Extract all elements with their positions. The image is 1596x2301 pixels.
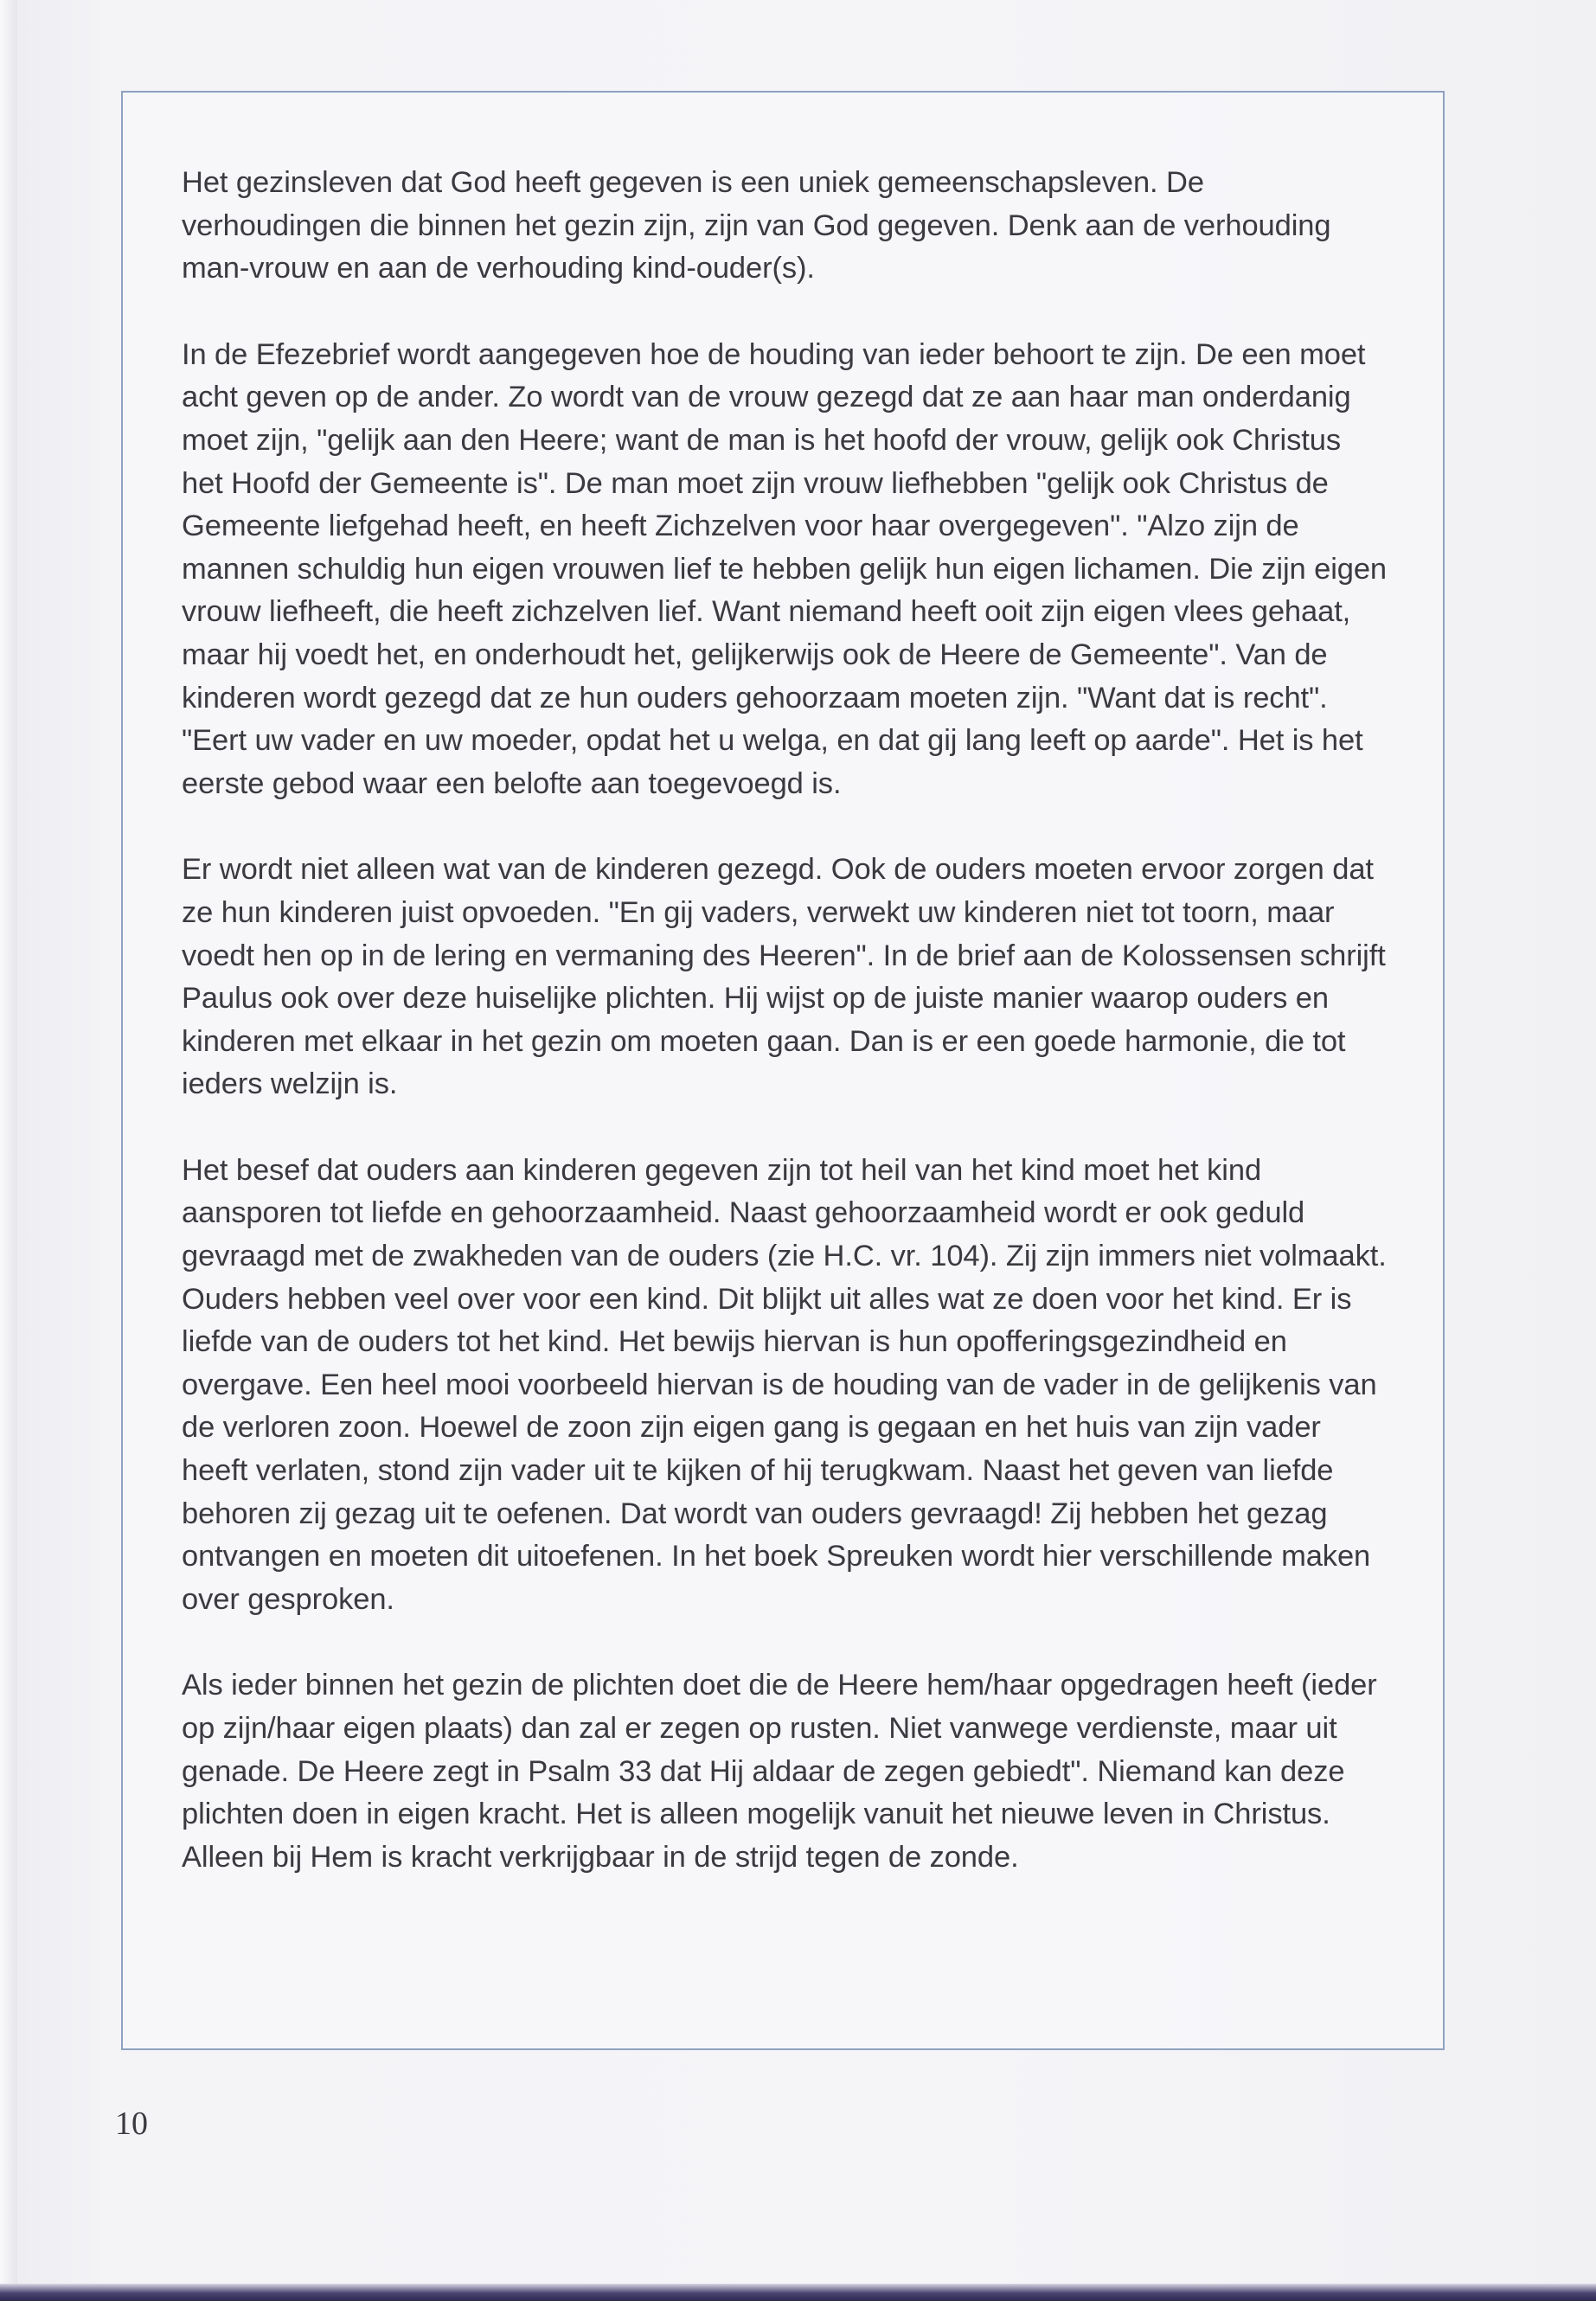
book-page <box>17 0 1596 2301</box>
page-number: 10 <box>115 2106 148 2142</box>
paragraph-5: Als ieder binnen het gezin de plichten doet die de Heere hem/haar opgedragen heeft (ieder op zijn/haar eigen plaats) dan zal er zegen op rusten. Niet vanwege verdienste, maar uit genade. De Heere zegt in Psalm 33 dat Hij aldaar de zegen gebiedt". Niemand kan deze plichten doen in eigen kracht. Het is alleen mogelijk vanuit het nieuwe leven in Christus. Alleen bij Hem is kracht verkrijgbaar in de strijd tegen de zonde. <box>182 1669 1377 1874</box>
text-frame <box>121 91 1445 2050</box>
paragraph-1: Het gezinsleven dat God heeft gegeven is een uniek gemeenschapsleven. De verhoudingen die binnen het gezin zijn, zijn van God gegeven. Denk aan de verhouding man-vrouw en aan de verhouding kind-ouder(s). <box>182 166 1331 285</box>
paragraph-3: Er wordt niet alleen wat van de kinderen gezegd. Ook de ouders moeten ervoor zorgen dat ze hun kinderen juist opvoeden. "En gij vaders, verwekt uw kinderen niet tot toorn, maar voedt hen op in de lering en vermaning des Heeren". In de brief aan de Kolossensen schrijft Paulus ook over deze huiselijke plichten. Hij wijst op de juiste manier waarop ouders en kinderen met elkaar in het gezin om moeten gaan. Dan is er een goede harmonie, die tot ieders welzijn is. <box>182 853 1386 1101</box>
book-cover-edge <box>0 2284 1596 2301</box>
paragraph-2: In de Efezebrief wordt aangegeven hoe de houding van ieder behoort te zijn. De een moet acht geven op de ander. Zo wordt van de vrouw gezegd dat ze aan haar man onderdanig moet zijn, "gelijk aan den Heere; want de man is het hoofd der vrouw, gelijk ook Christus het Hoofd der Gemeente is". De man moet zijn vrouw liefhebben "gelijk ook Christus de Gemeente liefgehad heeft, en heeft Zichzelven voor haar overgegeven". "Alzo zijn de mannen schuldig hun eigen vrouwen lief te hebben gelijk hun eigen lichamen. Die zijn eigen vrouw liefheeft, die heeft zichzelven lief. Want niemand heeft ooit zijn eigen vlees gehaat, maar hij voedt het, en onderhoudt het, gelijkerwijs ook de Heere de Gemeente". Van de kinderen wordt gezegd dat ze hun ouders gehoorzaam moeten zijn. "Want dat is recht". "Eert uw vader en uw moeder, opdat het u welga, en dat gij lang leeft op aarde". Het is het eerste gebod waar een belofte aan toegevoegd is. <box>182 337 1388 800</box>
page-edge <box>0 0 17 2301</box>
paragraph-4: Het besef dat ouders aan kinderen gegeven zijn tot heil van het kind moet het kind aansporen tot liefde en gehoorzaamheid. Naast gehoorzaamheid wordt er ook geduld gevraagd met de zwakheden van de ouders (zie H.C. vr. 104). Zij zijn immers niet volmaakt. Ouders hebben veel over voor een kind. Dit blijkt uit alles wat ze doen voor het kind. Er is liefde van de ouders tot het kind. Het bewijs hiervan is hun opofferingsgezindheid en overgave. Een heel mooi voorbeeld hiervan is de houding van de vader in de gelijkenis van de verloren zoon. Hoewel de zoon zijn eigen gang is gegaan en het huis van zijn vader heeft verlaten, stond zijn vader uit te kijken of hij terugkwam. Naast het geven van liefde behoren zij gezag uit te oefenen. Dat wordt van ouders gevraagd! Zij hebben het gezag ontvangen en moeten dit uitoefenen. In het boek Spreuken wordt hier verschillende maken over gesproken. <box>182 1153 1387 1616</box>
